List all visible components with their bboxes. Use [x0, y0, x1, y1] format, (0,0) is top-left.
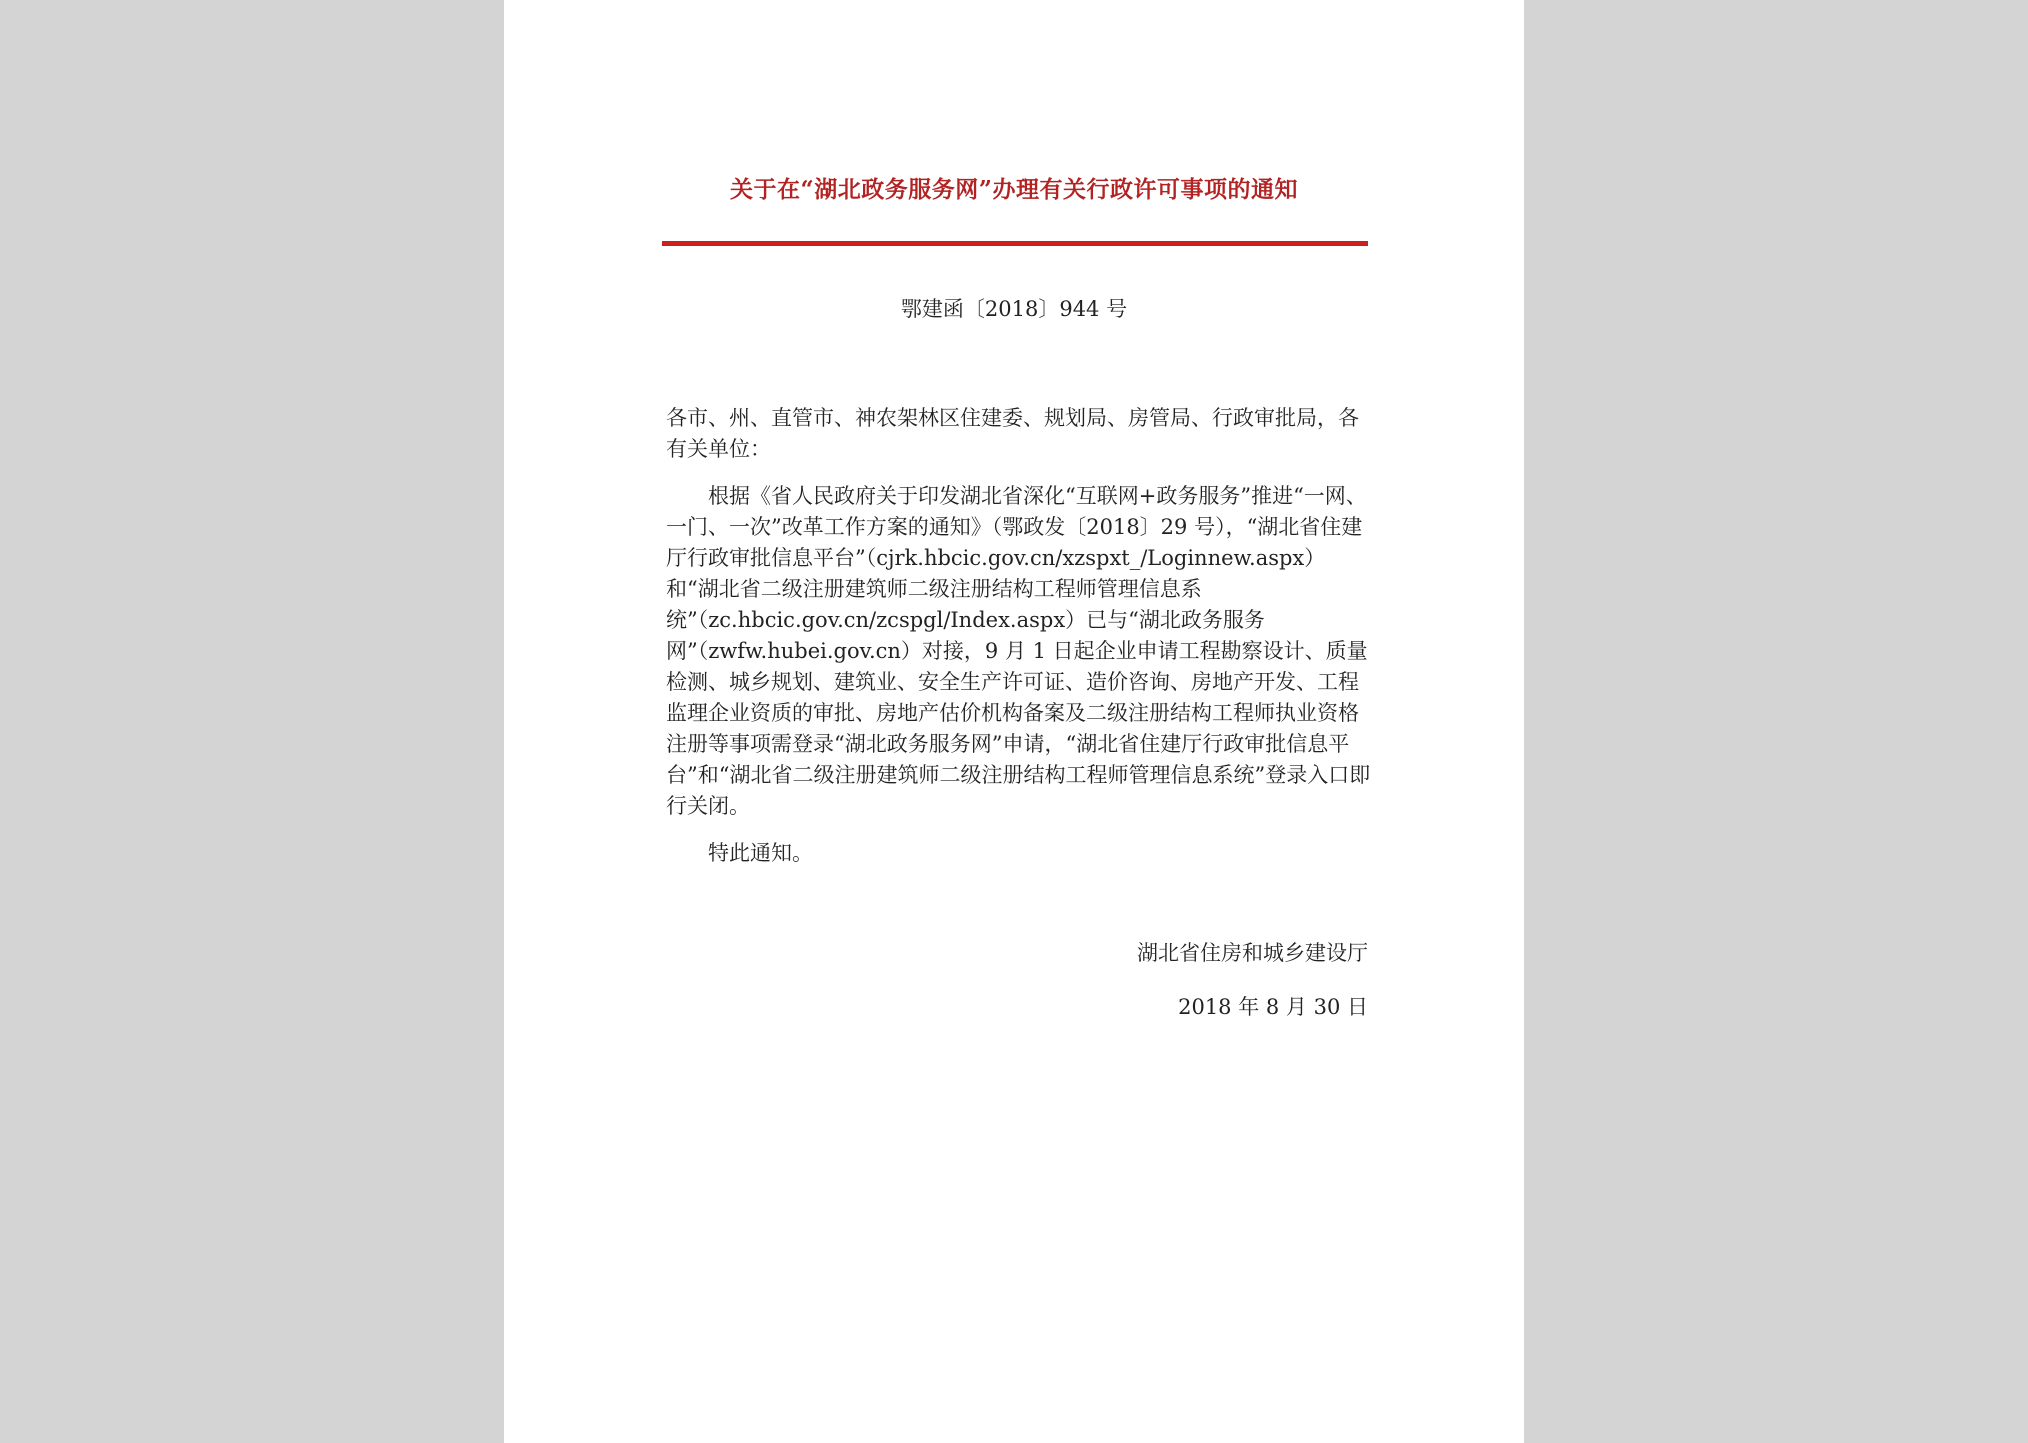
document-body: [666, 403, 1372, 869]
salutation: 各市、州、直管市、神农架林区住建委、规划局、房管局、行政审批局，各有关单位：: [666, 406, 1359, 461]
main-paragraph: 根据《省人民政府关于印发湖北省深化“互联网+政务服务”推进“一网、一门、一次”改革工作方案的通知》（鄂政发〔2018〕29 号），“湖北省住建厅行政审批信息平台”（cjrk.hbcic.gov.cn/xzspxt_/Loginnew.aspx）和“湖北省二级注册建筑师二级注册结构工程师管理信息系统”（zc.hbcic.gov.cn/zcspgl/Index.aspx）已与“湖北政务服务网”（zwfw.hubei.gov.cn）对接，9 月 1 日起企业申请工程勘察设计、质量检测、城乡规划、建筑业、安全生产许可证、造价咨询、房地产开发、工程监理企业资质的审批、房地产估价机构备案及二级注册结构工程师执业资格注册等事项需登录“湖北政务服务网”申请，“湖北省住建厅行政审批信息平台”和“湖北省二级注册建筑师二级注册结构工程师管理信息系统”登录入口即行关闭。: [666, 484, 1371, 818]
closing-line: 特此通知。: [708, 841, 813, 865]
document-page: [504, 0, 1524, 1443]
issue-date: 2018 年 8 月 30 日: [1178, 995, 1368, 1019]
document-number: 鄂建函〔2018〕944 号: [900, 297, 1128, 321]
document-title: 关于在“湖北政务服务网”办理有关行政许可事项的通知: [730, 176, 1298, 203]
title-divider: [662, 241, 1368, 246]
issuer-signature: 湖北省住房和城乡建设厅: [1137, 941, 1368, 965]
